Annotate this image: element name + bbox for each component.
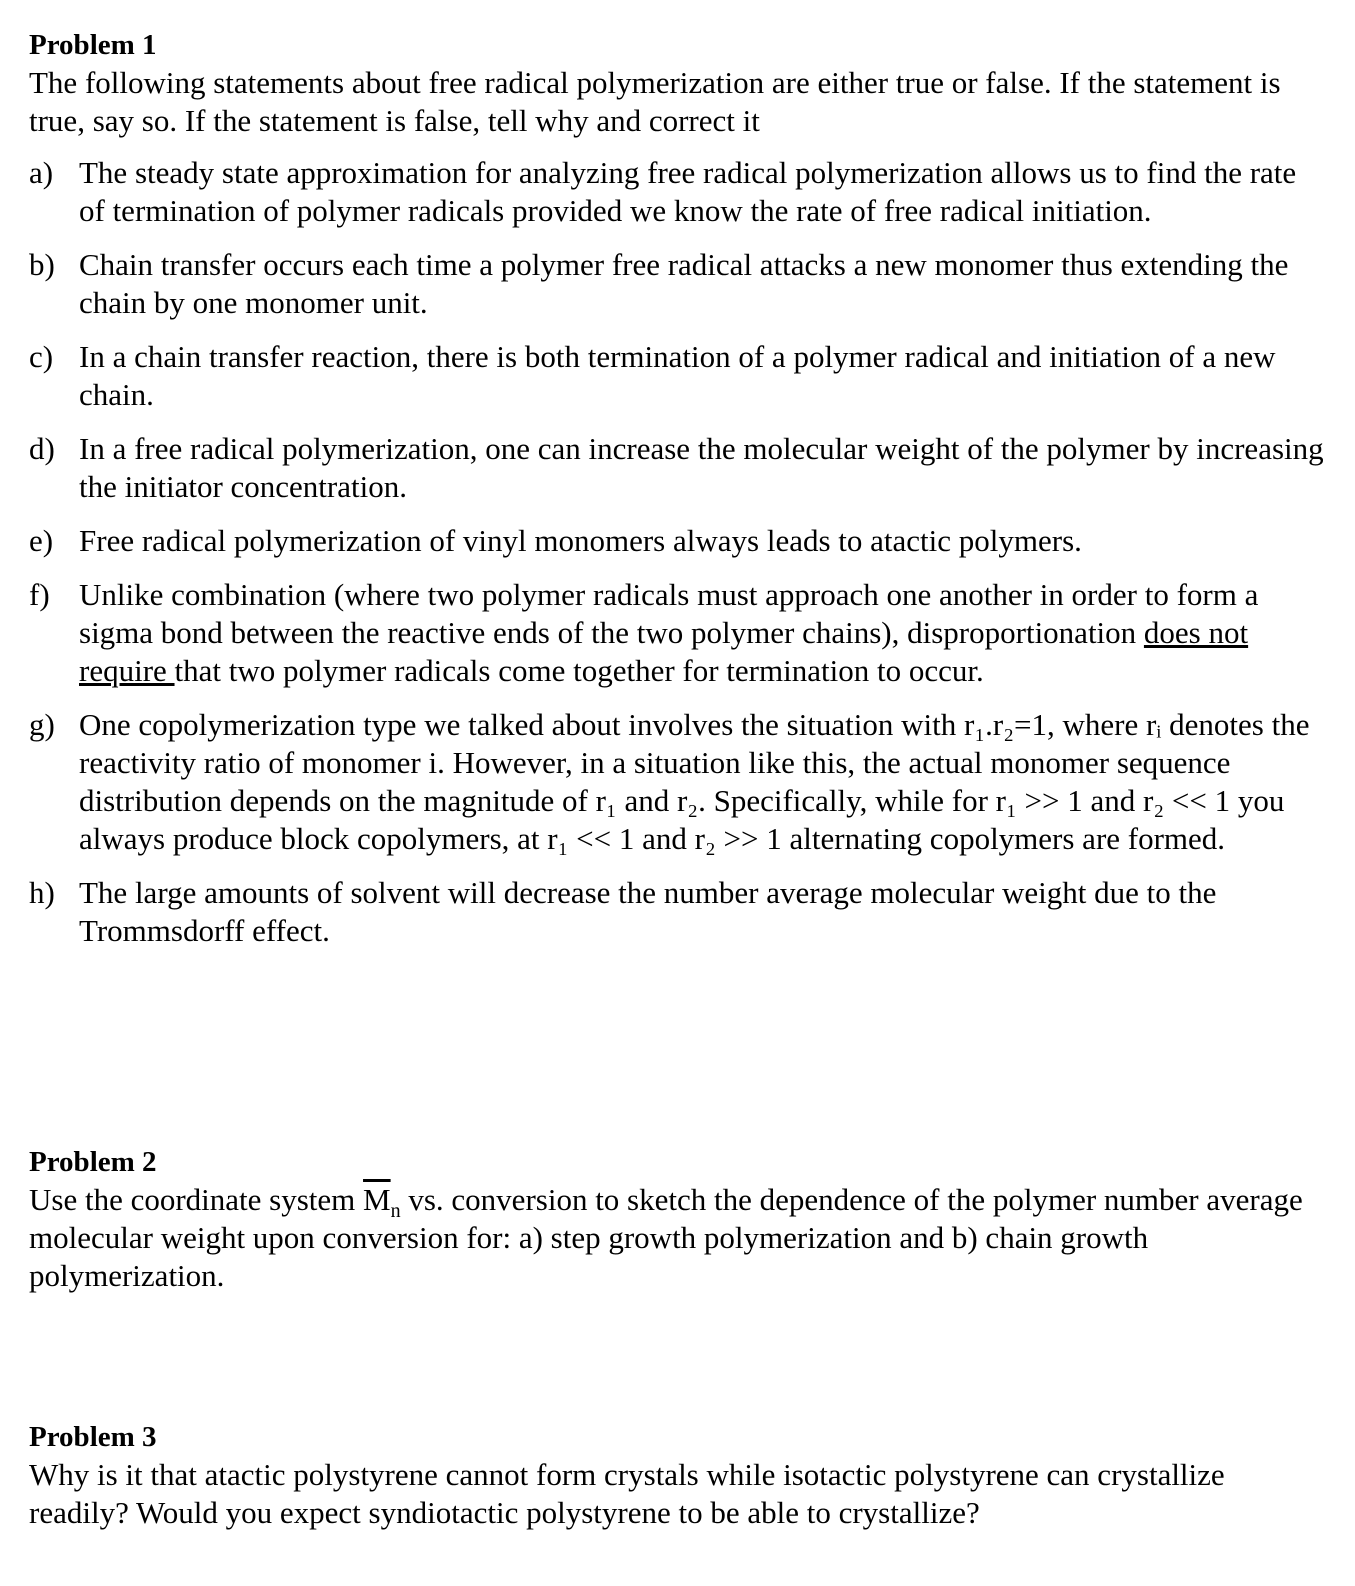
statement-g [29, 706, 1329, 858]
statement-label: c) [29, 339, 54, 374]
problem-3 [29, 1418, 1329, 1532]
problem-1 [29, 26, 1329, 966]
statement-text-pre: Unlike combination (where two polymer radicals must approach one another in order to form a sigma bond between the reactive ends of the two polymer chains), disproportionation [79, 577, 1259, 650]
problem-2-text-pre: Use the coordinate system [29, 1182, 364, 1217]
statement-label: f) [29, 577, 50, 612]
statement-text-post: that two polymer radicals come together for termination to occur. [174, 653, 984, 688]
statement-label: b) [29, 247, 55, 282]
statement-text: One copolymerization type we talked about involves the situation with r₁.r₂=1, where rᵢ denotes the reactivity ratio of monomer i. However, in a situation like this, the actual monomer sequence distribution depends on the magnitude of r₁ and r₂. Specifically, while for r₁ >> 1 and r₂ << 1 you always produce block copolymers, at r₁ << 1 and r₂ >> 1 alternating copolymers are formed. [79, 707, 1310, 856]
statement-text: The steady state approximation for analyzing free radical polymerization allows us to find the rate of termination of polymer radicals provided we know the rate of free radical initiation. [79, 155, 1297, 228]
statement-text: Chain transfer occurs each time a polymer free radical attacks a new monomer thus extending the chain by one monomer unit. [79, 247, 1289, 320]
statement-label: a) [29, 155, 54, 190]
mn-symbol: $\overline{M}$ [363, 1182, 391, 1217]
statement-label: h) [29, 875, 55, 910]
statement-text: Free radical polymerization of vinyl monomers always leads to atactic polymers. [79, 523, 1082, 558]
statement-label: d) [29, 431, 55, 466]
statement-label: g) [29, 707, 55, 742]
statement-a [29, 154, 1329, 230]
statement-e [29, 522, 1329, 560]
statement-b [29, 246, 1329, 322]
statement-d [29, 430, 1329, 506]
statement-c [29, 338, 1329, 414]
problem-2-heading: Problem 2 [29, 1146, 157, 1178]
problem-2 [29, 1143, 1329, 1295]
statement-h [29, 874, 1329, 950]
statement-label: e) [29, 523, 54, 558]
problem-2-text-post: vs. conversion to sketch the dependence of the polymer number average molecular weight upon conversion for: a) step growth polymerization and b) chain growth polymerization. [29, 1182, 1303, 1293]
underlined-phrase: does not require [79, 615, 1249, 688]
statement-text: In a chain transfer reaction, there is both termination of a polymer radical and initiation of a new chain. [79, 339, 1276, 412]
statement-text: The large amounts of solvent will decrease the number average molecular weight due to the Trommsdorff effect. [79, 875, 1217, 948]
statement-f [29, 576, 1329, 690]
problem-2-text [29, 1181, 1329, 1295]
statement-text: In a free radical polymerization, one can increase the molecular weight of the polymer by increasing the initiator concentration. [79, 431, 1324, 504]
mn-subscript: n [390, 1200, 401, 1223]
problem-3-text: Why is it that atactic polystyrene cannot form crystals while isotactic polystyrene can crystallize readily? Would you expect syndiotactic polystyrene to be able to crystallize? [29, 1457, 1225, 1530]
statement-list [29, 154, 1329, 950]
problem-1-heading: Problem 1 [29, 29, 157, 61]
problem-3-heading: Problem 3 [29, 1421, 157, 1453]
statement-text [79, 576, 1329, 690]
problem-1-intro: The following statements about free radical polymerization are either true or false. If the statement is true, say so. If the statement is false, tell why and correct it [29, 65, 1281, 138]
